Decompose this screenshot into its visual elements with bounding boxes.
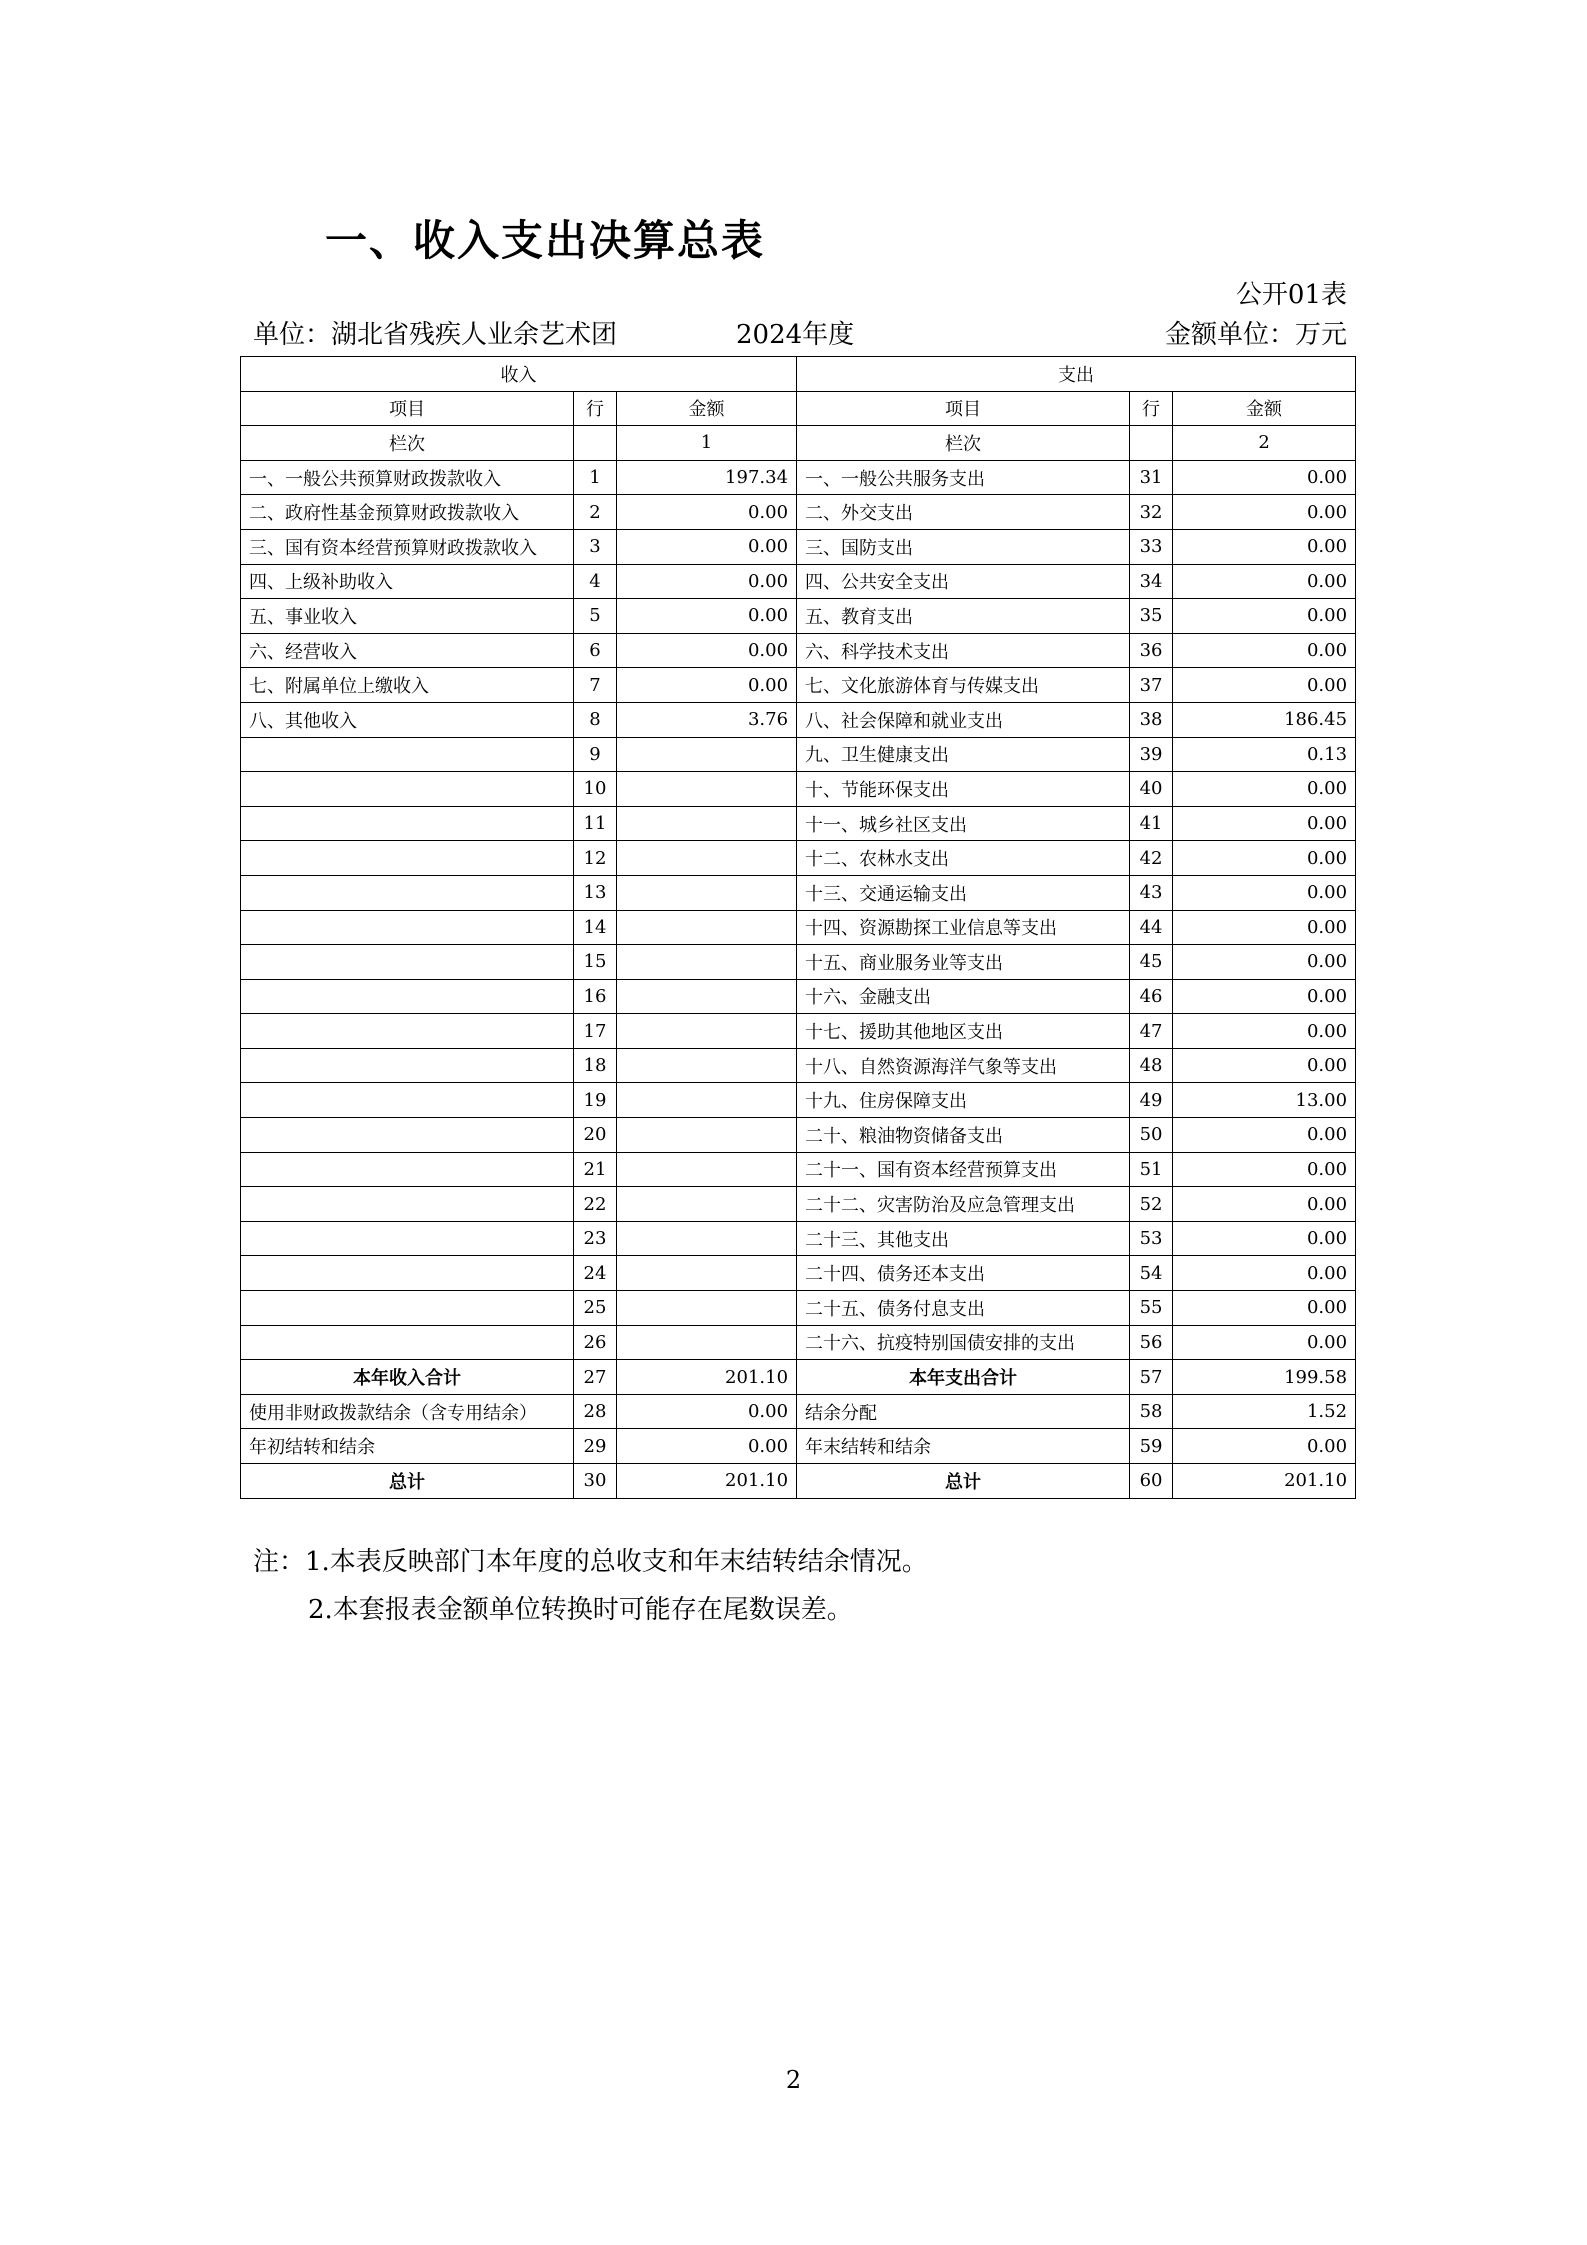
income-amount <box>617 1048 797 1083</box>
expense-amount: 0.00 <box>1173 1221 1356 1256</box>
table-row <box>241 495 1356 530</box>
income-line: 1 <box>574 460 617 495</box>
income-item <box>241 1256 574 1291</box>
income-amount <box>617 979 797 1014</box>
table-row <box>241 1187 1356 1222</box>
income-item <box>241 875 574 910</box>
income-amount <box>617 1187 797 1222</box>
note-2: 2.本套报表金额单位转换时可能存在尾数误差。 <box>308 1595 853 1625</box>
expense-line: 50 <box>1130 1118 1173 1153</box>
expense-item: 十七、援助其他地区支出 <box>797 1014 1130 1049</box>
income-column-number: 1 <box>617 426 797 461</box>
expense-amount: 0.00 <box>1173 1048 1356 1083</box>
expense-item: 总计 <box>797 1464 1130 1499</box>
income-line: 4 <box>574 564 617 599</box>
currency-unit: 金额单位：万元 <box>1164 320 1347 350</box>
expense-amount: 1.52 <box>1173 1394 1356 1429</box>
table-row <box>241 1221 1356 1256</box>
expense-line: 60 <box>1130 1464 1173 1499</box>
income-item <box>241 806 574 841</box>
table-row <box>241 979 1356 1014</box>
table-row <box>241 1048 1356 1083</box>
expense-line-header: 行 <box>1130 391 1173 426</box>
income-item <box>241 1014 574 1049</box>
table-row <box>241 1291 1356 1326</box>
income-amount <box>617 1325 797 1360</box>
income-item: 七、附属单位上缴收入 <box>241 668 574 703</box>
expense-item: 二、外交支出 <box>797 495 1130 530</box>
income-amount-header: 金额 <box>617 391 797 426</box>
expense-line: 55 <box>1130 1291 1173 1326</box>
expense-column-number: 2 <box>1173 426 1356 461</box>
income-line: 18 <box>574 1048 617 1083</box>
expense-column-label: 栏次 <box>797 426 1130 461</box>
expense-line: 40 <box>1130 772 1173 807</box>
table-row <box>241 1394 1356 1429</box>
expense-item: 年末结转和结余 <box>797 1429 1130 1464</box>
expense-amount: 0.00 <box>1173 1429 1356 1464</box>
income-item <box>241 1221 574 1256</box>
table-row <box>241 910 1356 945</box>
income-line: 9 <box>574 737 617 772</box>
income-item <box>241 1291 574 1326</box>
expense-amount: 0.00 <box>1173 668 1356 703</box>
page-title: 一、收入支出决算总表 <box>325 216 766 265</box>
table-row <box>241 529 1356 564</box>
expense-amount: 0.00 <box>1173 599 1356 634</box>
expense-item: 结余分配 <box>797 1394 1130 1429</box>
income-item <box>241 772 574 807</box>
income-line: 21 <box>574 1152 617 1187</box>
expense-line: 47 <box>1130 1014 1173 1049</box>
expense-amount: 201.10 <box>1173 1464 1356 1499</box>
income-item <box>241 1083 574 1118</box>
expense-line: 44 <box>1130 910 1173 945</box>
expense-item: 十三、交通运输支出 <box>797 875 1130 910</box>
expense-item: 四、公共安全支出 <box>797 564 1130 599</box>
income-item <box>241 1118 574 1153</box>
table-row <box>241 1464 1356 1499</box>
expense-item: 二十二、灾害防治及应急管理支出 <box>797 1187 1130 1222</box>
income-amount: 0.00 <box>617 668 797 703</box>
income-line: 7 <box>574 668 617 703</box>
expense-line: 48 <box>1130 1048 1173 1083</box>
income-amount <box>617 1083 797 1118</box>
expense-line: 39 <box>1130 737 1173 772</box>
expense-line: 34 <box>1130 564 1173 599</box>
table-row <box>241 1256 1356 1291</box>
table-row <box>241 1083 1356 1118</box>
expense-line: 56 <box>1130 1325 1173 1360</box>
expense-line: 38 <box>1130 702 1173 737</box>
expense-item: 本年支出合计 <box>797 1360 1130 1395</box>
income-amount <box>617 1256 797 1291</box>
income-amount: 0.00 <box>617 564 797 599</box>
income-column-label: 栏次 <box>241 426 574 461</box>
expense-item: 六、科学技术支出 <box>797 633 1130 668</box>
expense-item: 三、国防支出 <box>797 529 1130 564</box>
expense-amount: 0.00 <box>1173 1152 1356 1187</box>
expense-item: 八、社会保障和就业支出 <box>797 702 1130 737</box>
expense-amount: 0.00 <box>1173 875 1356 910</box>
expense-item: 五、教育支出 <box>797 599 1130 634</box>
income-amount <box>617 910 797 945</box>
income-line: 28 <box>574 1394 617 1429</box>
income-item: 五、事业收入 <box>241 599 574 634</box>
income-line: 26 <box>574 1325 617 1360</box>
table-row <box>241 772 1356 807</box>
table-row <box>241 1429 1356 1464</box>
expense-line: 51 <box>1130 1152 1173 1187</box>
unit-line <box>253 314 1347 354</box>
expense-amount: 0.00 <box>1173 460 1356 495</box>
income-item <box>241 737 574 772</box>
income-amount: 0.00 <box>617 1429 797 1464</box>
income-item <box>241 1325 574 1360</box>
income-amount <box>617 1118 797 1153</box>
income-line: 19 <box>574 1083 617 1118</box>
expense-amount: 0.00 <box>1173 529 1356 564</box>
expense-amount: 0.00 <box>1173 841 1356 876</box>
income-header: 收入 <box>241 357 797 392</box>
income-item-header: 项目 <box>241 391 574 426</box>
expense-amount: 0.00 <box>1173 633 1356 668</box>
expense-amount: 0.00 <box>1173 1325 1356 1360</box>
expense-amount: 186.45 <box>1173 702 1356 737</box>
income-line: 5 <box>574 599 617 634</box>
expense-item: 十、节能环保支出 <box>797 772 1130 807</box>
income-item <box>241 1048 574 1083</box>
income-item <box>241 945 574 980</box>
expense-item: 二十四、债务还本支出 <box>797 1256 1130 1291</box>
expense-line: 36 <box>1130 633 1173 668</box>
income-amount <box>617 945 797 980</box>
expense-line: 52 <box>1130 1187 1173 1222</box>
notes <box>253 1538 928 1634</box>
table-row <box>241 702 1356 737</box>
expense-item: 十一、城乡社区支出 <box>797 806 1130 841</box>
expense-line: 43 <box>1130 875 1173 910</box>
income-item: 总计 <box>241 1464 574 1499</box>
income-line: 25 <box>574 1291 617 1326</box>
unit-name: 单位：湖北省残疾人业余艺术团 <box>253 320 618 350</box>
expense-amount: 0.00 <box>1173 1256 1356 1291</box>
income-amount: 0.00 <box>617 495 797 530</box>
table-row <box>241 841 1356 876</box>
income-item <box>241 1187 574 1222</box>
income-amount: 0.00 <box>617 1394 797 1429</box>
income-line: 14 <box>574 910 617 945</box>
table-row <box>241 668 1356 703</box>
income-amount <box>617 806 797 841</box>
budget-table <box>240 356 1356 1499</box>
income-line: 24 <box>574 1256 617 1291</box>
expense-column-line <box>1130 426 1173 461</box>
income-line: 8 <box>574 702 617 737</box>
income-item <box>241 979 574 1014</box>
expense-amount: 0.00 <box>1173 1291 1356 1326</box>
income-line: 27 <box>574 1360 617 1395</box>
expense-amount: 0.13 <box>1173 737 1356 772</box>
income-line: 13 <box>574 875 617 910</box>
expense-item: 二十一、国有资本经营预算支出 <box>797 1152 1130 1187</box>
income-amount <box>617 772 797 807</box>
expense-item: 十四、资源勘探工业信息等支出 <box>797 910 1130 945</box>
expense-line: 46 <box>1130 979 1173 1014</box>
expense-item: 二十、粮油物资储备支出 <box>797 1118 1130 1153</box>
expense-amount-header: 金额 <box>1173 391 1356 426</box>
expense-item: 二十三、其他支出 <box>797 1221 1130 1256</box>
table-row <box>241 564 1356 599</box>
income-amount <box>617 875 797 910</box>
income-amount: 3.76 <box>617 702 797 737</box>
table-row <box>241 599 1356 634</box>
income-item: 本年收入合计 <box>241 1360 574 1395</box>
income-amount <box>617 1221 797 1256</box>
income-amount <box>617 1291 797 1326</box>
income-line: 29 <box>574 1429 617 1464</box>
income-line: 17 <box>574 1014 617 1049</box>
expense-item: 十九、住房保障支出 <box>797 1083 1130 1118</box>
income-line: 6 <box>574 633 617 668</box>
table-row <box>241 633 1356 668</box>
form-number: 公开01表 <box>1235 280 1347 310</box>
page-number: 2 <box>785 2066 802 2094</box>
income-item: 年初结转和结余 <box>241 1429 574 1464</box>
expense-line: 58 <box>1130 1394 1173 1429</box>
expense-line: 33 <box>1130 529 1173 564</box>
income-amount: 0.00 <box>617 633 797 668</box>
table-row <box>241 1325 1356 1360</box>
expense-item: 十五、商业服务业等支出 <box>797 945 1130 980</box>
expense-line: 31 <box>1130 460 1173 495</box>
expense-amount: 0.00 <box>1173 910 1356 945</box>
income-item: 六、经营收入 <box>241 633 574 668</box>
expense-item: 九、卫生健康支出 <box>797 737 1130 772</box>
expense-item: 一、一般公共服务支出 <box>797 460 1130 495</box>
income-line: 23 <box>574 1221 617 1256</box>
expense-line: 35 <box>1130 599 1173 634</box>
income-item <box>241 1152 574 1187</box>
income-item: 二、政府性基金预算财政拨款收入 <box>241 495 574 530</box>
table-row <box>241 806 1356 841</box>
income-item: 八、其他收入 <box>241 702 574 737</box>
table-row <box>241 1360 1356 1395</box>
income-amount: 0.00 <box>617 599 797 634</box>
income-column-line <box>574 426 617 461</box>
header-row-1 <box>241 357 1356 392</box>
table-row <box>241 1152 1356 1187</box>
fiscal-year: 2024年度 <box>736 320 855 350</box>
expense-amount: 0.00 <box>1173 564 1356 599</box>
expense-line: 49 <box>1130 1083 1173 1118</box>
expense-amount: 0.00 <box>1173 945 1356 980</box>
expense-amount: 0.00 <box>1173 1187 1356 1222</box>
table-row <box>241 945 1356 980</box>
header-row-3 <box>241 426 1356 461</box>
expense-amount: 0.00 <box>1173 495 1356 530</box>
expense-line: 41 <box>1130 806 1173 841</box>
income-amount: 197.34 <box>617 460 797 495</box>
income-line: 12 <box>574 841 617 876</box>
expense-line: 59 <box>1130 1429 1173 1464</box>
expense-amount: 0.00 <box>1173 1014 1356 1049</box>
income-line: 3 <box>574 529 617 564</box>
income-line-header: 行 <box>574 391 617 426</box>
table-row <box>241 1118 1356 1153</box>
income-item: 三、国有资本经营预算财政拨款收入 <box>241 529 574 564</box>
expense-amount: 0.00 <box>1173 772 1356 807</box>
income-line: 20 <box>574 1118 617 1153</box>
expense-item: 十二、农林水支出 <box>797 841 1130 876</box>
expense-item: 七、文化旅游体育与传媒支出 <box>797 668 1130 703</box>
expense-line: 54 <box>1130 1256 1173 1291</box>
expense-line: 37 <box>1130 668 1173 703</box>
table-row <box>241 737 1356 772</box>
expense-item: 二十六、抗疫特别国债安排的支出 <box>797 1325 1130 1360</box>
expense-line: 45 <box>1130 945 1173 980</box>
expense-amount: 0.00 <box>1173 1118 1356 1153</box>
income-amount: 201.10 <box>617 1360 797 1395</box>
table-row <box>241 1014 1356 1049</box>
income-amount <box>617 737 797 772</box>
income-item <box>241 910 574 945</box>
income-amount <box>617 1014 797 1049</box>
income-line: 15 <box>574 945 617 980</box>
expense-header: 支出 <box>797 357 1356 392</box>
expense-item-header: 项目 <box>797 391 1130 426</box>
expense-amount: 0.00 <box>1173 979 1356 1014</box>
expense-item: 二十五、债务付息支出 <box>797 1291 1130 1326</box>
expense-line: 32 <box>1130 495 1173 530</box>
income-line: 2 <box>574 495 617 530</box>
income-item: 四、上级补助收入 <box>241 564 574 599</box>
income-amount: 0.00 <box>617 529 797 564</box>
expense-amount: 0.00 <box>1173 806 1356 841</box>
income-amount <box>617 841 797 876</box>
income-item: 一、一般公共预算财政拨款收入 <box>241 460 574 495</box>
income-line: 10 <box>574 772 617 807</box>
income-amount <box>617 1152 797 1187</box>
table-row <box>241 875 1356 910</box>
income-amount: 201.10 <box>617 1464 797 1499</box>
income-line: 30 <box>574 1464 617 1499</box>
expense-line: 53 <box>1130 1221 1173 1256</box>
income-item <box>241 841 574 876</box>
expense-amount: 199.58 <box>1173 1360 1356 1395</box>
income-item: 使用非财政拨款结余（含专用结余） <box>241 1394 574 1429</box>
expense-item: 十八、自然资源海洋气象等支出 <box>797 1048 1130 1083</box>
income-line: 16 <box>574 979 617 1014</box>
table-row <box>241 460 1356 495</box>
expense-line: 42 <box>1130 841 1173 876</box>
income-line: 22 <box>574 1187 617 1222</box>
expense-item: 十六、金融支出 <box>797 979 1130 1014</box>
note-1: 注：1.本表反映部门本年度的总收支和年末结转结余情况。 <box>253 1547 928 1577</box>
header-row-2 <box>241 391 1356 426</box>
expense-line: 57 <box>1130 1360 1173 1395</box>
income-line: 11 <box>574 806 617 841</box>
expense-amount: 13.00 <box>1173 1083 1356 1118</box>
